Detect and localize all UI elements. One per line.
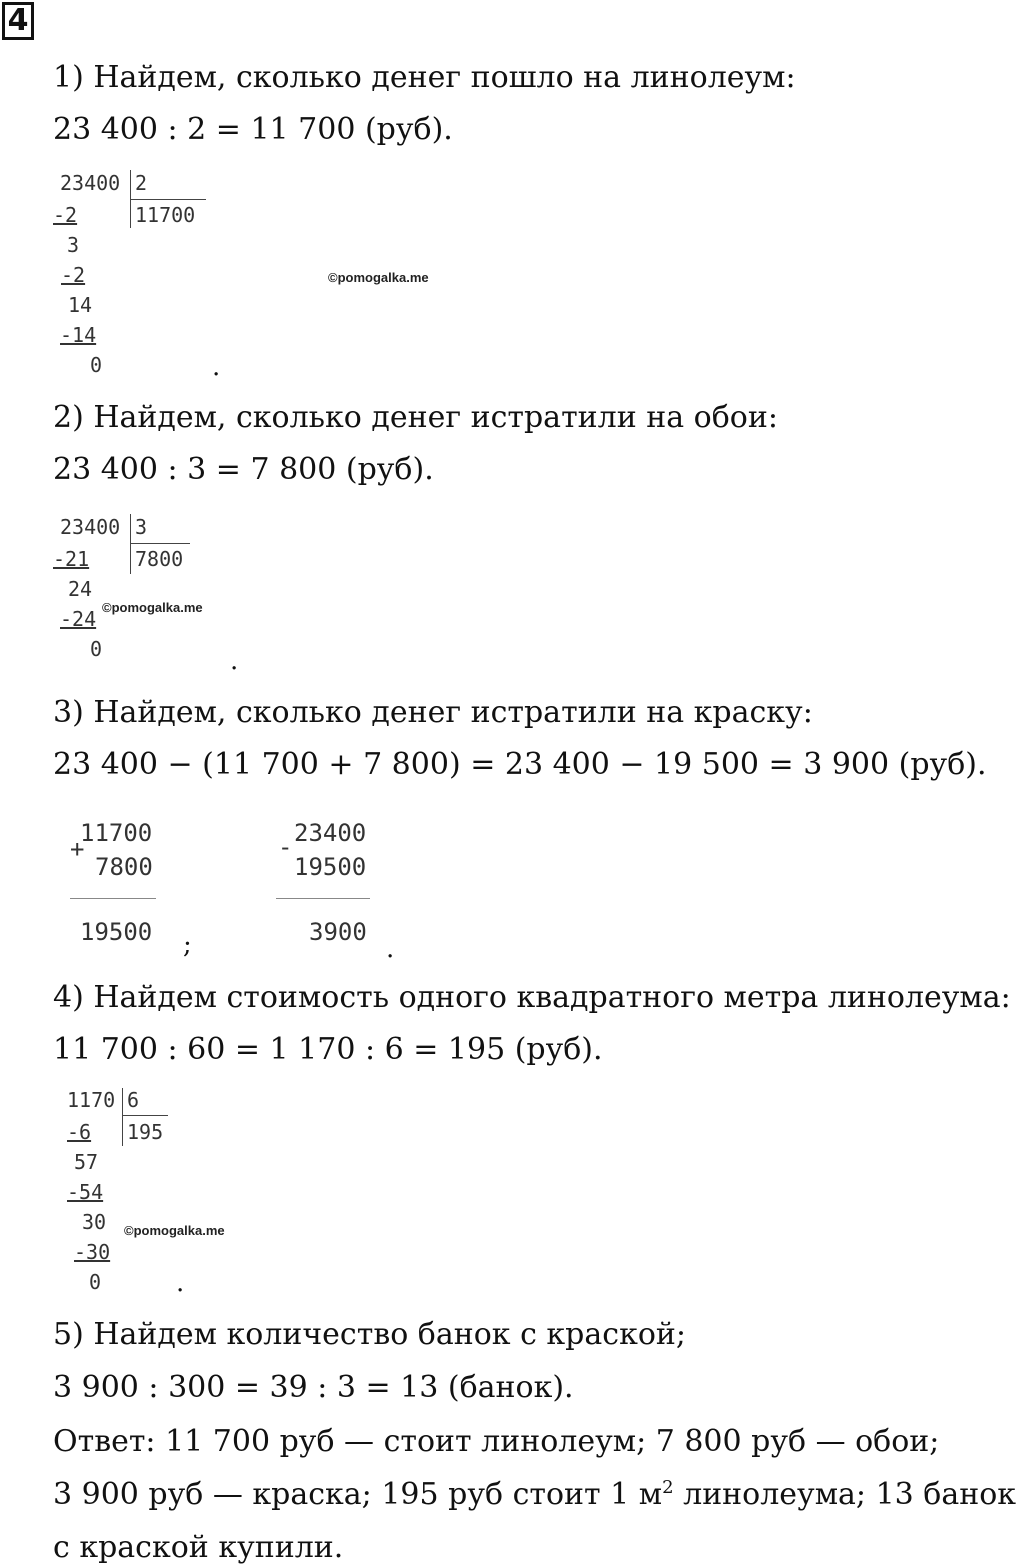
subtraction-sign: - (278, 833, 293, 861)
step3-heading: 3) Найдем, сколько денег истратили на краску: (53, 695, 813, 730)
step3-equation: 23 400 − (11 700 + 7 800) = 23 400 − 19 500 = 3 900 (руб). (53, 747, 987, 782)
addition-sign: + (70, 835, 85, 863)
step1-equation: 23 400 : 2 = 11 700 (руб). (53, 112, 453, 147)
step4-row: 0 (89, 1270, 102, 1294)
step2-divisor: 3 (135, 515, 148, 539)
step3-separator: ; (183, 930, 192, 960)
step1-row: 14 (68, 293, 93, 317)
step1-dividend: 23400 (60, 171, 121, 195)
step4-row: 30 (82, 1210, 107, 1234)
step2-quotient: 7800 (135, 547, 184, 571)
step4-row: -54 (67, 1180, 104, 1204)
addition-a: 11700 (80, 819, 153, 847)
step4-quotient: 195 (127, 1120, 164, 1144)
step4-dividend: 1170 (67, 1088, 116, 1112)
step4-equation: 11 700 : 60 = 1 170 : 6 = 195 (руб). (53, 1032, 603, 1067)
watermark: ©pomogalka.me (328, 270, 429, 285)
step1-quotient: 11700 (135, 203, 196, 227)
step5-heading: 5) Найдем количество банок с краской; (53, 1317, 686, 1352)
step4-row: 57 (74, 1150, 99, 1174)
step2-equation: 23 400 : 3 = 7 800 (руб). (53, 452, 434, 487)
step4-heading: 4) Найдем стоимость одного квадратного метра линолеума: (53, 980, 1011, 1015)
answer-line-2: 3 900 руб — краска; 195 руб стоит 1 $м^2$ линолеума; 13 банок (53, 1477, 1016, 1512)
subtraction-result: 3900 (309, 918, 367, 946)
step1-row: 0 (90, 353, 103, 377)
step4-end: . (176, 1268, 185, 1298)
step4-row: -30 (74, 1240, 111, 1264)
step2-dividend: 23400 (60, 515, 121, 539)
step2-row: 24 (68, 577, 93, 601)
answer-line-3: с краской купили. (53, 1530, 344, 1565)
step2-row: -21 (53, 547, 90, 571)
step2-heading: 2) Найдем, сколько денег истратили на обои: (53, 400, 778, 435)
addition-result: 19500 (80, 918, 153, 946)
watermark: ©pomogalka.me (124, 1223, 225, 1238)
step5-equation: 3 900 : 300 = 39 : 3 = 13 (банок). (53, 1370, 574, 1405)
step1-row: -2 (53, 203, 78, 227)
step1-end: . (212, 352, 221, 382)
step1-heading: 1) Найдем, сколько денег пошло на линолеум: (53, 60, 796, 95)
watermark: ©pomogalka.me (102, 600, 203, 615)
step1-row: 3 (67, 233, 80, 257)
step3-end: . (386, 934, 395, 964)
step4-divisor: 6 (127, 1088, 140, 1112)
step2-row: 0 (90, 637, 103, 661)
step1-row: -14 (60, 323, 97, 347)
task-number-badge: 4 (2, 2, 34, 40)
answer-line-1: Ответ: 11 700 руб — стоит линолеум; 7 800 руб — обои; (53, 1424, 940, 1459)
step2-end: . (230, 646, 239, 676)
step2-row: -24 (60, 607, 97, 631)
step4-row: -6 (67, 1120, 92, 1144)
subtraction-b: 19500 (294, 853, 367, 881)
step1-divisor: 2 (135, 171, 148, 195)
step1-row: -2 (61, 263, 86, 287)
subtraction-a: 23400 (294, 819, 367, 847)
addition-b: 7800 (95, 853, 153, 881)
